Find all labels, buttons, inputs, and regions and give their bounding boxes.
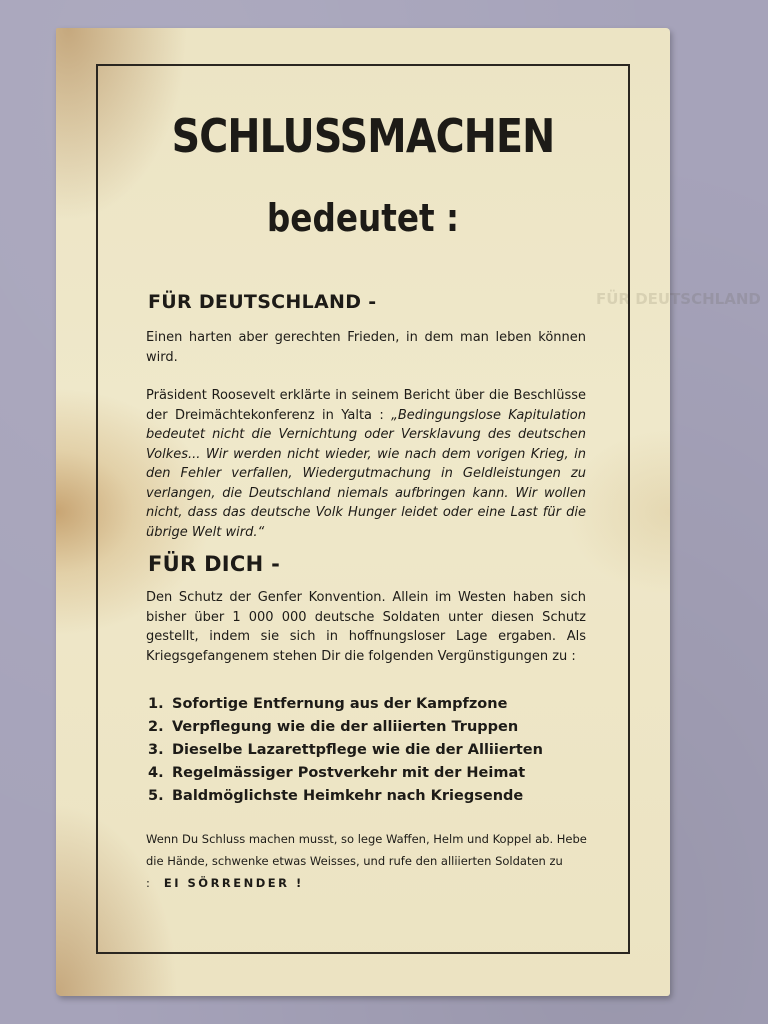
geneva-paragraph: Den Schutz der Genfer Konvention. Allein im Westen haben sich bisher über 1 000 000 deutsche Soldaten unter diesen Schutz gestellt, indem sie sich in hoffnungsloser Lage ergaben. Als Kriegsgefangenem stehen Dir die folgenden Vergünstigungen zu : <box>146 590 586 664</box>
peace-paragraph: Einen harten aber gerechten Frieden, in dem man leben können wird. <box>146 330 586 365</box>
reverse-show-through: FÜR DEUTSCHLAND <box>596 290 761 308</box>
surrender-shout: EI SÖRRENDER ! <box>163 876 304 890</box>
leaflet-subtitle: bedeutet : <box>266 196 460 240</box>
list-item: 2. Verpflegung wie die der alliierten Truppen <box>148 719 519 735</box>
list-item: 3. Dieselbe Lazarettpflege wie die der Alliierten <box>148 742 543 758</box>
heading-fuer-deutschland: FÜR DEUTSCHLAND - <box>148 291 377 313</box>
leaflet-paper <box>56 28 761 996</box>
list-item: 1. Sofortige Entfernung aus der Kampfzone <box>148 696 508 712</box>
leaflet-title: SCHLUSSMACHEN <box>171 109 555 163</box>
surrender-text: Wenn Du Schluss machen musst, so lege Waffen, Helm und Koppel ab. Hebe die Hände, schwenke etwas Weisses, und rufe den alliierten Soldaten zu : <box>146 832 587 890</box>
heading-fuer-dich: FÜR DICH - <box>148 552 281 576</box>
list-item: 4. Regelmässiger Postverkehr mit der Heimat <box>148 765 526 781</box>
benefits-list <box>148 693 588 808</box>
list-item: 5. Baldmöglichste Heimkehr nach Kriegsende <box>148 788 524 804</box>
roosevelt-quote: „Bedingungslose Kapitulation bedeutet nicht die Vernichtung oder Versklavung des deutschen Volkes... Wir werden nicht wieder, wie nach dem vorigen Krieg, in den Fehler verfallen, Wiedergutmachung in Geldleistungen zu verlangen, die Deutschland niemals aufbringen kann. Wir wollen nicht, dass das deutsche Volk Hunger leidet oder eine Last für die übrige Welt wird.“ <box>146 407 586 540</box>
roosevelt-lead: Präsident Roosevelt erklärte in seinem Bericht über die Beschlüsse der Dreimächtekonferenz in Yalta : <box>146 388 586 423</box>
surrender-instructions <box>146 828 588 894</box>
roosevelt-paragraph <box>146 386 586 542</box>
